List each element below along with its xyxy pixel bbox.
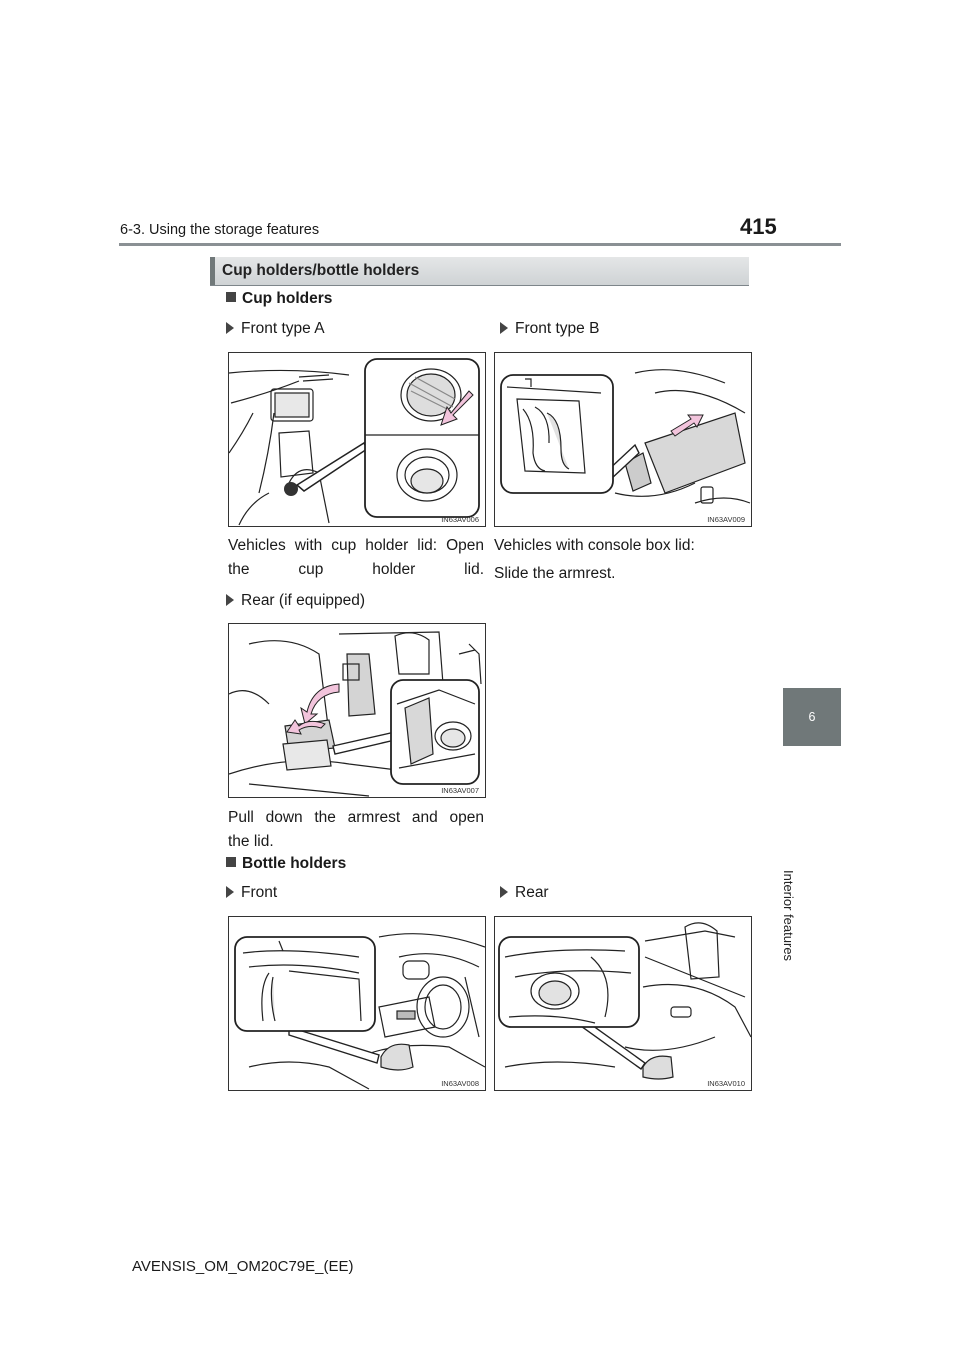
- front-type-b-label-text: Front type B: [515, 320, 600, 337]
- callout-frame: [391, 680, 479, 784]
- triangle-bullet-icon: [226, 594, 234, 606]
- figure-code: IN63AV006: [441, 515, 479, 524]
- front-type-a-caption: Vehicles with cup holder lid: Open the cup holder lid.: [228, 537, 484, 578]
- rear-cup-holder-label: [226, 592, 365, 610]
- front-type-a-label-text: Front type A: [241, 320, 325, 337]
- triangle-bullet-icon: [226, 886, 234, 898]
- front-type-b-caption-line1: Vehicles with console box lid:: [494, 537, 695, 554]
- cup-holders-subheading: [226, 290, 332, 308]
- cup-holder-callout-point: [284, 482, 298, 496]
- triangle-bullet-icon: [500, 886, 508, 898]
- chapter-tab: [783, 688, 841, 746]
- illustration-rear-armrest: [229, 624, 485, 797]
- section-heading: Cup holders/bottle holders: [222, 262, 420, 279]
- header-rule: [119, 243, 841, 246]
- bottle-rear-label: [500, 884, 549, 902]
- illustration-console-cup-holder: [495, 353, 751, 526]
- bottle-holders-subheading: [226, 855, 346, 873]
- pull-down-arrow: [301, 684, 339, 724]
- figure-rear-cup-holder: [228, 623, 486, 798]
- front-type-b-caption-line2: Slide the armrest.: [494, 565, 616, 582]
- figure-front-bottle-holder: [228, 916, 486, 1091]
- figure-code: IN63AV010: [707, 1079, 745, 1088]
- illustration-front-door-bottle-holder: [229, 917, 485, 1090]
- rear-cup-holder-label-text: Rear (if equipped): [241, 592, 366, 609]
- figure-rear-bottle-holder: [494, 916, 752, 1091]
- figure-front-type-a: [228, 352, 486, 527]
- triangle-bullet-icon: [226, 322, 234, 334]
- figure-code: IN63AV008: [441, 1079, 479, 1088]
- section-title: 6-3. Using the storage features: [120, 222, 320, 238]
- rear-caption-line1: Pull down the armrest and open: [228, 809, 484, 826]
- cup-holders-subheading-text: Cup holders: [242, 290, 333, 307]
- square-bullet-icon: [226, 857, 236, 867]
- front-type-b-label: [500, 320, 599, 338]
- bottle-rear-label-text: Rear: [515, 884, 549, 901]
- triangle-bullet-icon: [500, 322, 508, 334]
- bottle-front-label: [226, 884, 277, 902]
- rear-caption-line2: the lid.: [228, 833, 274, 850]
- bottle-front-label-text: Front: [241, 884, 278, 901]
- illustration-rear-door-bottle-holder: [495, 917, 751, 1090]
- front-type-a-label: [226, 320, 325, 338]
- chapter-label: Interior features: [781, 870, 796, 962]
- square-bullet-icon: [226, 292, 236, 302]
- document-code: AVENSIS_OM_OM20C79E_(EE): [132, 1258, 354, 1275]
- figure-code: IN63AV007: [441, 786, 479, 795]
- chapter-number: 6: [808, 710, 816, 724]
- figure-front-type-b: [494, 352, 752, 527]
- page-number: 415: [740, 214, 777, 239]
- bottle-holders-subheading-text: Bottle holders: [242, 855, 347, 872]
- illustration-front-cup-holder: [229, 353, 485, 526]
- figure-code: IN63AV009: [707, 515, 745, 524]
- section-heading-accent: [210, 257, 215, 285]
